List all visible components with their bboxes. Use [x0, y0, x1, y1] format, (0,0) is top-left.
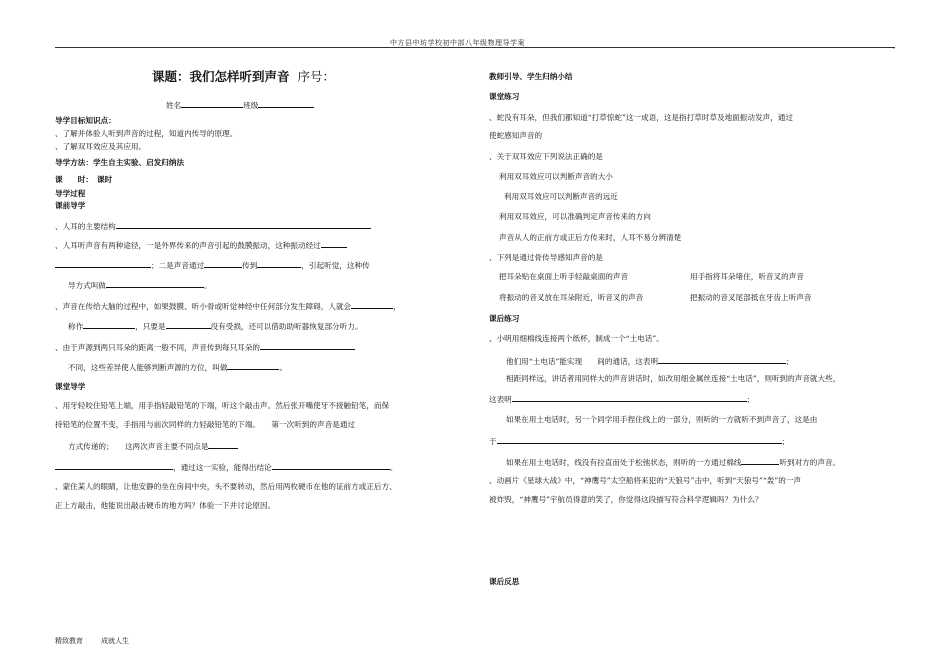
page-title: [152, 67, 335, 85]
answer-blank[interactable]: [55, 461, 173, 470]
practice-heading: 课堂练习: [489, 92, 520, 101]
practice-question-3: 、下列是通过骨传导感知声音的是: [489, 253, 603, 262]
after-question-1: 、小明用细棉线连接两个纸杯，制成一个“土电话”。: [489, 334, 664, 343]
after-question-1-part1: 他们用“土电话”能实现 间的通话，这表明 ；: [506, 357, 794, 366]
class-question-1-line4: ，通过这一实验，能得出结论 。: [55, 461, 397, 472]
name-blank[interactable]: [181, 99, 243, 108]
after-question-1-part3-cont: 于 ；: [489, 437, 790, 446]
answer-blank[interactable]: [321, 239, 347, 248]
option-item: 用手指将耳朵堵住，听音叉的声音: [690, 272, 804, 281]
pre-question-2: 、人耳听声音有两种途径，一是外界传来的声音引起的鼓膜振动，这种振动经过: [55, 239, 347, 250]
class-question-1-line3: 方式传递的； 这两次声音主要不同点是: [68, 440, 238, 451]
answer-blank[interactable]: [257, 259, 301, 268]
answer-blank[interactable]: [260, 341, 355, 350]
answer-blank[interactable]: [741, 456, 779, 465]
after-question-2-line2: 被炸毁，“神鹰号”宇航员得意的笑了，你觉得这段描写符合科学逻辑吗？为什么？: [489, 495, 763, 504]
pre-question-3-cont: 称作 ，只要是 没有受损，还可以借助助听器恢复部分听力。: [68, 322, 363, 331]
goal-item: 、了解并体验人听到声音的过程，知道内传导的原理。: [55, 129, 238, 138]
after-question-1-part2: 相距同样远，讲话者用同样大的声音讲话时，如改用细金属丝连接“土电话”，则听到的声音就大些，: [506, 374, 841, 383]
page-footer: [55, 636, 147, 646]
class-question-2-line2: 正上方敲击，他能说出敲击硬币的地方吗？体验一下并讨论原因。: [55, 501, 276, 510]
practice-question-1-line2: 使蛇感知声音的: [489, 131, 543, 140]
pre-question-1: 、人耳的主要结构: [55, 220, 371, 231]
answer-blank[interactable]: [272, 461, 390, 470]
option-item: 声音从人的正前方或正后方传来时，人耳不易分辨清楚: [499, 233, 682, 242]
goals-heading: 导学目标知识点：: [55, 116, 116, 125]
period-line: 课 时： 课时: [55, 175, 113, 184]
answer-blank[interactable]: [204, 259, 242, 268]
option-item: 利用双耳效应可以判断声音的远近: [504, 192, 618, 201]
answer-blank[interactable]: [351, 300, 393, 309]
practice-question-1: 、蛇没有耳朵，但我们都知道“打草惊蛇”这一成语，这是指打草时草及地面振动发声，通过: [489, 113, 793, 122]
pre-question-4-cont: 不同，这些差异使人能够判断声源的方位，叫做 。: [68, 363, 288, 372]
class-study-heading: 课堂导学: [55, 382, 86, 391]
answer-blank[interactable]: [106, 279, 204, 288]
after-class-heading: 课后练习: [489, 314, 520, 323]
pre-question-3: 、声音在传给大脑的过程中，如果鼓膜、听小骨或听觉神经中任何部分发生障碍，人就会 ，: [55, 302, 401, 311]
title-main: 课题：我们怎样听到声音: [152, 69, 290, 84]
class-question-1-line2: 持铅笔的位置不变，手指用与前次同样的力轻敲铅笔的下端。 第一次听到的声音是通过: [55, 420, 355, 429]
answer-blank[interactable]: [55, 259, 151, 268]
option-item: 把振动的音叉尾部抵在牙齿上听声音: [690, 293, 812, 302]
header-mark: .: [893, 44, 895, 51]
practice-question-2: 、关于双耳效应下列说法正确的是: [489, 152, 603, 161]
goal-item: 、了解双耳效应及其应用。: [55, 142, 147, 151]
answer-blank[interactable]: [227, 361, 279, 370]
answer-blank[interactable]: [116, 220, 371, 229]
footer-left: 精致教育: [55, 637, 83, 645]
pre-question-4: 、由于声源到两只耳朵的距离一般不同，声音传到每只耳朵的: [55, 341, 355, 352]
answer-blank[interactable]: [166, 320, 211, 329]
option-item: 利用双耳效应，可以准确判定声音传来的方向: [499, 212, 651, 221]
answer-blank[interactable]: [512, 393, 747, 402]
option-item: 将振动的音叉放在耳朵附近，听音叉的声音: [499, 293, 644, 302]
answer-blank[interactable]: [83, 320, 135, 329]
method-line: 导学方法：学生自主实验、启发归纳法: [55, 158, 185, 167]
option-item: 利用双耳效应可以判断声音的大小: [499, 172, 613, 181]
class-question-2: 、蒙住某人的眼睛，让他安静的坐在房间中央，头不要转动，然后用两枚硬币在他的证前方或正后方、: [55, 482, 397, 491]
reflection-heading: 课后反思: [489, 577, 520, 586]
answer-blank[interactable]: [208, 440, 238, 449]
after-question-1-part4: 如果在用土电话时，线没有拉直而处于松弛状态，则听的一方通过棉线 听到对方的声音。: [506, 458, 841, 467]
name-class-line: 姓名 班级: [166, 99, 314, 110]
after-question-1-part3: 如果在用土电话时，另一个同学用手捏住线上的一部分，则听的一方就听不到声音了，这是由: [506, 415, 818, 424]
class-blank[interactable]: [258, 99, 314, 108]
title-sequence-label: 序号：: [297, 69, 336, 84]
header-rule: [55, 47, 895, 48]
option-item: 把耳朵贴在桌面上听手轻敲桌面的声音: [499, 272, 629, 281]
class-question-1: 、用牙轻咬住铅笔上端，用手指轻敲铅笔的下端，听这个敲击声。然后张开嘴使牙不接触铅笔，而保: [55, 401, 390, 410]
answer-blank[interactable]: [658, 355, 786, 364]
after-question-1-part2-cont: 这表明 ；: [489, 395, 755, 404]
pre-study-heading: 课前导学: [55, 201, 86, 210]
process-heading: 导学过程: [55, 189, 86, 198]
summary-heading: 教师引导、学生归纳小结: [489, 72, 573, 81]
pre-question-2-end: 导方式叫做 。: [68, 281, 212, 290]
answer-blank[interactable]: [497, 435, 782, 444]
after-question-2: 、动画片《星球大战》中，“神鹰号”太空船将来犯的“天狼号”击中，听到“天狼号”“轰”的一声: [489, 476, 802, 485]
pre-question-2-cont: ；二是声音通过 传到 ，引起听觉，这种传: [55, 259, 370, 270]
footer-right: 成就人生: [101, 637, 129, 645]
page-header: 中方县中坊学校初中部八年级物理导学案: [390, 39, 525, 47]
